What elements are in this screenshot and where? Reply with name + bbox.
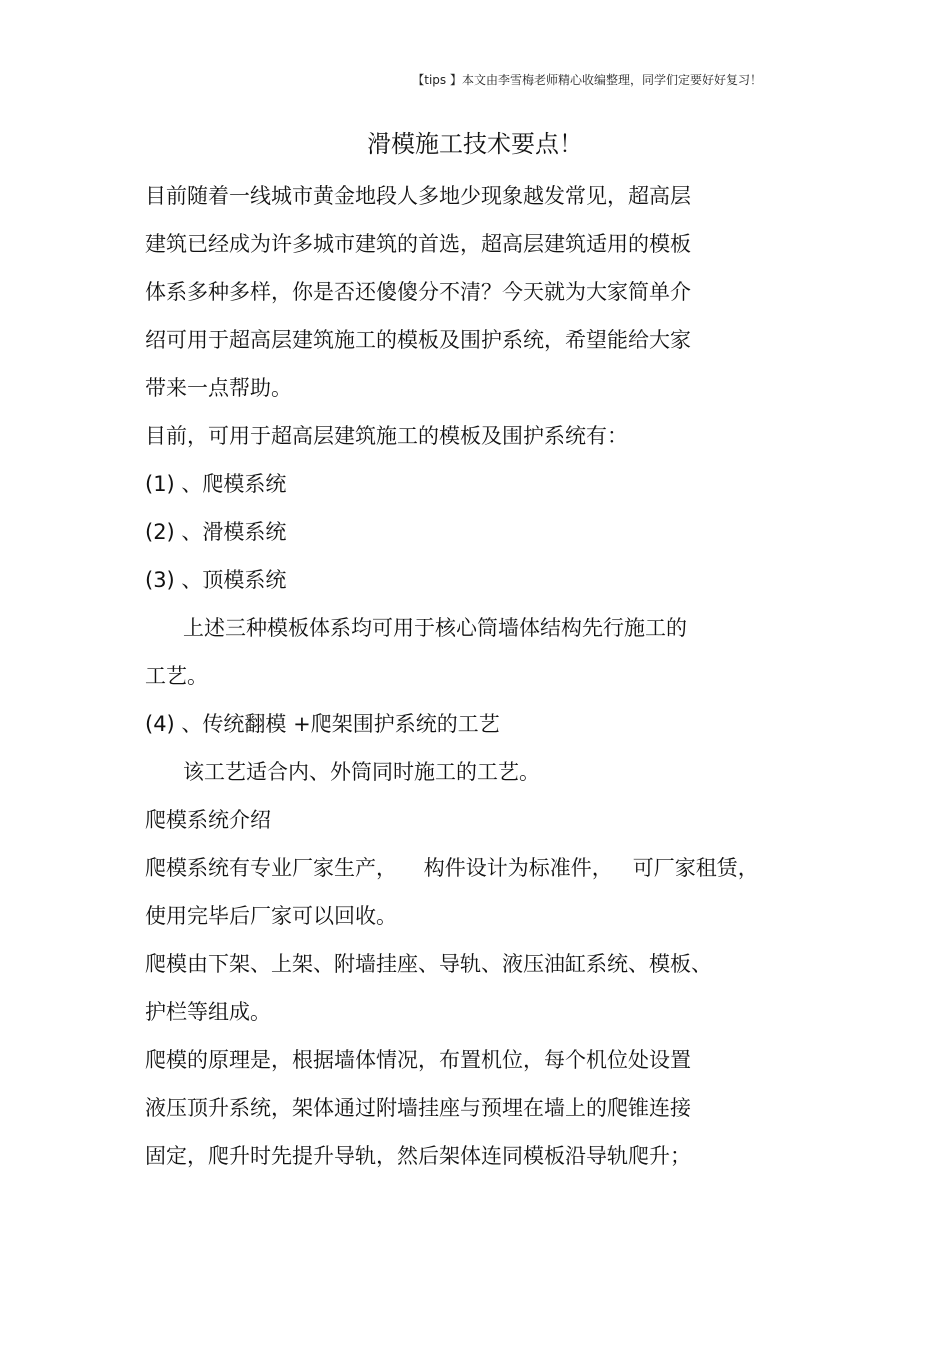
paragraph-line: 固定，爬升时先提升导轨，然后架体连同模板沿导轨爬升； — [145, 1144, 691, 1168]
paragraph-line: 护栏等组成。 — [145, 1000, 271, 1024]
list-item: (2) 、滑模系统 — [145, 520, 287, 544]
paragraph-line: 目前，可用于超高层建筑施工的模板及围护系统有： — [145, 424, 628, 448]
paragraph-line: 绍可用于超高层建筑施工的模板及围护系统，希望能给大家 — [145, 328, 691, 352]
list-item: (4) 、传统翻模 +爬架围护系统的工艺 — [145, 712, 500, 736]
document-title: 滑模施工技术要点！ — [367, 130, 583, 158]
section-heading: 爬模系统介绍 — [145, 808, 271, 832]
paragraph-line: 工艺。 — [145, 664, 208, 688]
paragraph-line: 爬模由下架、上架、附墙挂座、导轨、液压油缸系统、模板、 — [145, 952, 712, 976]
paragraph-line: 该工艺适合内、外筒同时施工的工艺。 — [183, 760, 540, 784]
paragraph-line: 爬模的原理是，根据墙体情况，布置机位，每个机位处设置 — [145, 1048, 691, 1072]
paragraph-line: 体系多种多样，你是否还傻傻分不清？今天就为大家简单介 — [145, 280, 691, 304]
paragraph-line: 液压顶升系统，架体通过附墙挂座与预埋在墙上的爬锥连接 — [145, 1096, 691, 1120]
paragraph-line: 建筑已经成为许多城市建筑的首选，超高层建筑适用的模板 — [145, 232, 691, 256]
paragraph-line: 目前随着一线城市黄金地段人多地少现象越发常见，超高层 — [145, 184, 691, 208]
paragraph-line: 使用完毕后厂家可以回收。 — [145, 904, 397, 928]
paragraph-line: 爬模系统有专业厂家生产， 构件设计为标准件， 可厂家租赁， — [145, 856, 759, 880]
paragraph-line: 上述三种模板体系均可用于核心筒墙体结构先行施工的 — [183, 616, 687, 640]
list-item: (3) 、顶模系统 — [145, 568, 287, 592]
tips-header: 【tips 】本文由李雪梅老师精心收编整理，同学们定要好好复习！ — [412, 73, 762, 87]
list-item: (1) 、爬模系统 — [145, 472, 287, 496]
paragraph-line: 带来一点帮助。 — [145, 376, 292, 400]
